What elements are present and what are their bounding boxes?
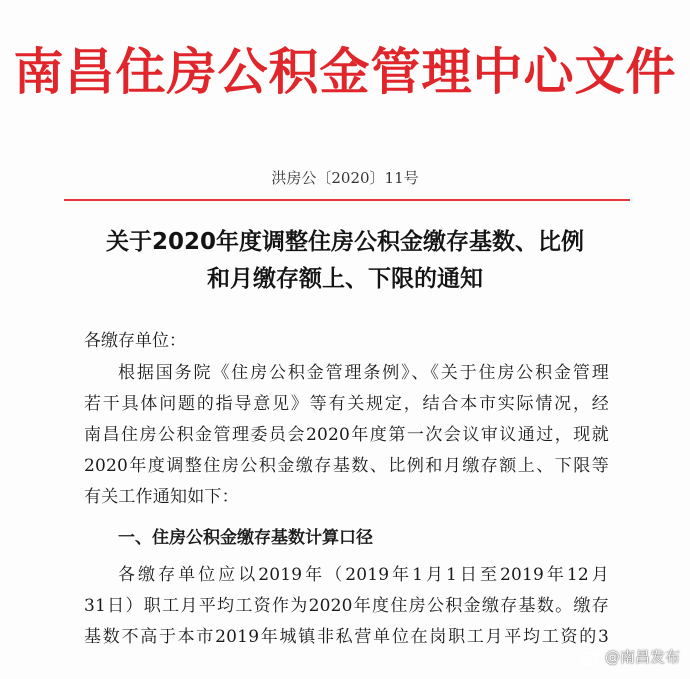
weibo-logo-icon [579, 648, 601, 666]
title-line: 关于2020年度调整住房公积金缴存基数、比例 [105, 229, 584, 255]
paragraph-line: 2020年度调整住房公积金缴存基数、比例和月缴存额上、下限等 [84, 456, 609, 476]
paragraph-line: 根据国务院《住房公积金管理条例》、《关于住房公积金管理 [118, 363, 609, 383]
document-number: 洪房公〔2020〕11号 [271, 169, 419, 187]
weibo-watermark [579, 646, 680, 667]
paragraph-line: 基数不高于本市2019年城镇非私营单位在岗职工月平均工资的3 [84, 627, 609, 647]
paragraph-line: 31日）职工月平均工资作为2020年度住房公积金缴存基数。缴存 [84, 596, 609, 616]
title-line: 和月缴存额上、下限的通知 [207, 266, 483, 292]
body-paragraph-intro [84, 358, 609, 513]
paragraph-line: 南昌住房公积金管理委员会2020年度第一次会议审议通过，现就 [84, 425, 609, 445]
watermark-text: @南昌发布 [604, 648, 680, 666]
salutation: 各缴存单位： [84, 331, 186, 351]
paragraph-line: 若干具体问题的指导意见》等有关规定，结合本市实际情况，经 [84, 394, 609, 414]
body-paragraph-section1 [84, 560, 609, 653]
paragraph-line: 有关工作通知如下： [84, 487, 239, 507]
document-title [0, 224, 690, 298]
paragraph-line: 各缴存单位应以2019年（2019年1月1日至2019年12月 [118, 565, 609, 585]
red-divider-line [64, 199, 630, 201]
document-masthead: 南昌住房公积金管理中心文件 [13, 43, 677, 101]
section-heading: 一、住房公积金缴存基数计算口径 [118, 528, 373, 548]
